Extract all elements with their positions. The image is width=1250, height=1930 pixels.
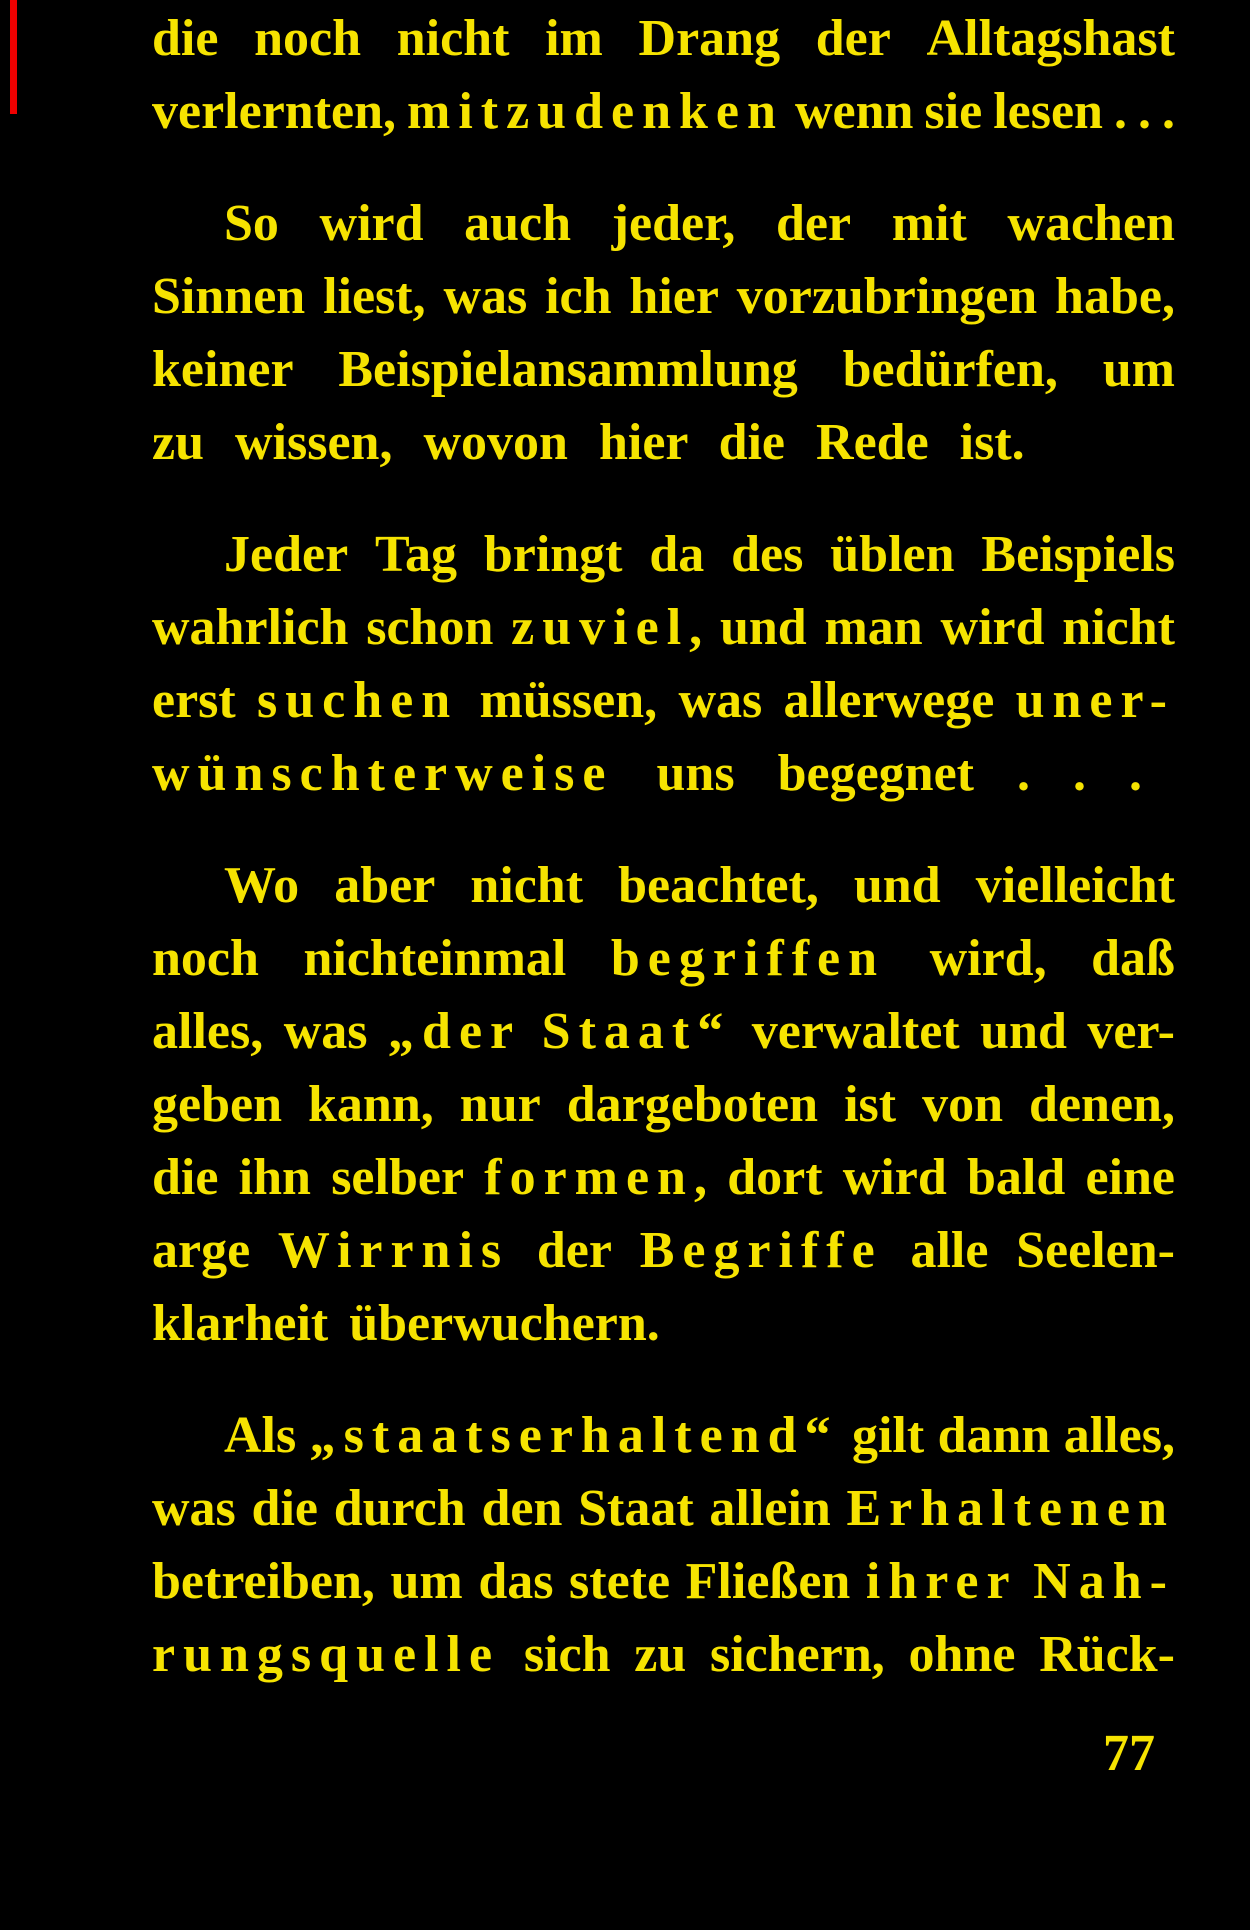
text-line: [152, 406, 1175, 479]
word: .: [1073, 745, 1086, 802]
word-group: [537, 1214, 612, 1287]
word: verlernten,: [152, 83, 397, 140]
word-group: [303, 922, 566, 995]
word: zu: [152, 414, 204, 471]
word: Als: [224, 1407, 297, 1464]
paragraph: [152, 187, 1175, 479]
word-group: [545, 2, 603, 75]
word-group: [152, 1141, 218, 1214]
word: ,: [693, 1149, 707, 1206]
word-group: [484, 518, 623, 591]
word-group: [967, 1141, 1065, 1214]
word: alle: [910, 1222, 989, 1279]
word-group: [152, 591, 348, 664]
word: von: [922, 1076, 1004, 1133]
word: was: [152, 1480, 236, 1537]
word-group: [1039, 1618, 1175, 1691]
word-group: [854, 849, 941, 922]
word: bringt: [483, 526, 623, 583]
word-group: [460, 1068, 541, 1141]
word: begriffen: [610, 930, 886, 987]
word-group: [443, 260, 527, 333]
word: bedürfen,: [842, 341, 1058, 398]
word-group: [710, 1618, 885, 1691]
word: wenn: [794, 83, 914, 140]
word: .: [1161, 83, 1175, 140]
page-number: 77: [1103, 1725, 1155, 1782]
word: mit: [891, 195, 967, 252]
word-group: [152, 75, 396, 148]
word-group: [464, 187, 571, 260]
word: nichteinmal: [303, 930, 567, 987]
word-group: [334, 1472, 466, 1545]
word-group: [224, 187, 279, 260]
word: Begriffe: [639, 1222, 883, 1279]
word: alles,: [152, 1003, 264, 1060]
word: selber: [331, 1149, 465, 1206]
word-group: [152, 1214, 250, 1287]
word-group: [278, 1214, 509, 1287]
word: die: [152, 10, 219, 67]
word: denen,: [1029, 1076, 1175, 1133]
word-group: [720, 591, 807, 664]
word-group: [284, 995, 368, 1068]
word: Staat“: [541, 1003, 732, 1060]
word-group: [224, 1399, 296, 1472]
word-group: [481, 1472, 562, 1545]
word: den: [481, 1480, 563, 1537]
word: betreiben,: [152, 1553, 375, 1610]
word-group: [846, 1472, 1174, 1545]
word: Drang: [638, 10, 781, 67]
word: wovon: [423, 414, 568, 471]
word-group: [308, 1068, 434, 1141]
word-group: [910, 1214, 988, 1287]
word: ver-: [1087, 1003, 1175, 1060]
word-group: [1055, 260, 1175, 333]
word: was: [443, 268, 528, 325]
word: suchen: [257, 672, 459, 729]
text-line: [152, 849, 1175, 922]
word: was: [283, 1003, 368, 1060]
word: im: [545, 10, 603, 67]
word-group: [1114, 75, 1127, 148]
word: vorzubringen: [736, 268, 1038, 325]
word-group: [892, 187, 967, 260]
text-line: [152, 2, 1175, 75]
word: Wo: [224, 857, 300, 914]
word-group: [686, 1545, 851, 1618]
word: allein: [709, 1480, 831, 1537]
word: allerwege: [783, 672, 995, 729]
word-group: [649, 518, 704, 591]
word: sichern,: [710, 1626, 885, 1683]
word: üblen: [830, 526, 955, 583]
word-group: [152, 260, 305, 333]
word: wünschterweise: [152, 745, 614, 802]
word-group: [816, 2, 891, 75]
word: zu: [634, 1626, 687, 1683]
word: aber: [334, 857, 436, 914]
word: Fließen: [685, 1553, 851, 1610]
word-group: [524, 1618, 611, 1691]
word-group: [152, 1618, 500, 1691]
word-group: [737, 260, 1037, 333]
word-group: [938, 1399, 1051, 1472]
word: jeder,: [611, 195, 736, 252]
paragraph: [152, 2, 1175, 148]
word: die: [251, 1480, 318, 1537]
word: ,: [689, 599, 703, 656]
word: überwuchern.: [349, 1295, 660, 1352]
word: noch: [152, 930, 259, 987]
word: So: [224, 195, 279, 252]
word-group: [976, 849, 1175, 922]
text-line: [152, 1141, 1175, 1214]
text-line: [152, 333, 1175, 406]
word-group: [1162, 75, 1175, 148]
word-group: [1087, 995, 1175, 1068]
word: zuviel: [511, 599, 690, 656]
word-group: [257, 664, 458, 737]
text-line: [152, 518, 1175, 591]
word-group: [731, 518, 803, 591]
word: wird,: [929, 930, 1047, 987]
word-group: [478, 1545, 553, 1618]
word: wachen: [1007, 195, 1175, 252]
word-group: [930, 922, 1047, 995]
word-group: [334, 849, 435, 922]
word-group: [634, 1618, 686, 1691]
word-group: [852, 1399, 924, 1472]
word: Seelen-: [1016, 1222, 1175, 1279]
word: Tag: [375, 526, 457, 583]
text-line: [152, 1287, 1175, 1360]
word: des: [731, 526, 804, 583]
word: gilt: [851, 1407, 925, 1464]
word: kann,: [308, 1076, 434, 1133]
text-line: [152, 1472, 1175, 1545]
word: daß: [1091, 930, 1175, 987]
word-group: [323, 260, 426, 333]
word: ihn: [238, 1149, 311, 1206]
word: die: [152, 1149, 219, 1206]
word: erst: [152, 672, 236, 729]
word-group: [152, 1545, 375, 1618]
word: wahrlich: [152, 599, 349, 656]
word-group: [639, 2, 781, 75]
text-line: [152, 1214, 1175, 1287]
word: Beispielansammlung: [338, 341, 798, 398]
word: da: [649, 526, 705, 583]
text-line: [152, 995, 1175, 1068]
word-group: [909, 1618, 1016, 1691]
word: stete: [569, 1553, 671, 1610]
word-group: [1138, 75, 1151, 148]
word-group: [511, 591, 702, 664]
text-line: [152, 187, 1175, 260]
word: und: [853, 857, 941, 914]
text-line: [152, 260, 1175, 333]
word: Rede: [816, 414, 929, 471]
word-group: [1085, 1141, 1175, 1214]
word-group: [152, 995, 263, 1068]
word: und: [719, 599, 807, 656]
word: um: [390, 1553, 463, 1610]
word-group: [922, 1068, 1003, 1141]
word: klarheit: [152, 1295, 329, 1352]
text-line: [152, 664, 1175, 737]
word-group: [1016, 664, 1175, 737]
word: nur: [459, 1076, 541, 1133]
word-group: [629, 260, 719, 333]
word: eine: [1085, 1149, 1175, 1206]
text-line: [152, 1068, 1175, 1141]
word-group: [981, 518, 1175, 591]
word: ich: [545, 268, 612, 325]
word-group: [678, 664, 762, 737]
word: noch: [254, 10, 362, 67]
page-text: [152, 2, 1175, 1691]
word: ist: [844, 1076, 897, 1133]
paragraph: [152, 518, 1175, 810]
word: Beispiels: [981, 526, 1175, 583]
word-group: [843, 1141, 947, 1214]
word-group: [397, 2, 510, 75]
word-group: [569, 1545, 670, 1618]
word: Erhaltenen: [846, 1480, 1175, 1537]
word: begegnet: [777, 745, 974, 802]
word: uner-: [1015, 672, 1175, 729]
word: rungsquelle: [152, 1626, 501, 1683]
word-group: [843, 333, 1058, 406]
word: um: [1102, 341, 1175, 398]
word: ist.: [959, 414, 1025, 471]
word-group: [980, 995, 1067, 1068]
word: hier: [598, 414, 688, 471]
word-group: [1007, 187, 1175, 260]
word: was: [678, 672, 763, 729]
word: der: [775, 195, 852, 252]
word: die: [718, 414, 786, 471]
word-group: [640, 1214, 883, 1287]
word-group: [366, 591, 493, 664]
word-group: [927, 2, 1175, 75]
word-group: [752, 995, 960, 1068]
word-group: [924, 75, 982, 148]
word-group: [567, 1068, 818, 1141]
word: Staat: [578, 1480, 694, 1537]
word: ihrer: [865, 1553, 1018, 1610]
word: beachtet,: [618, 857, 819, 914]
word: .: [1017, 745, 1030, 802]
word-group: [254, 2, 361, 75]
word-group: [479, 664, 657, 737]
word-group: [795, 75, 913, 148]
word: und: [980, 1003, 1067, 1060]
word: schon: [366, 599, 494, 656]
text-line: [152, 1399, 1175, 1472]
word-group: [152, 333, 294, 406]
text-line: [152, 591, 1175, 664]
word-group: [484, 1141, 707, 1214]
word-group: [331, 1141, 464, 1214]
word-group: [224, 518, 348, 591]
word: sich: [523, 1626, 611, 1683]
word-group: [824, 591, 922, 664]
word-group: [866, 1545, 1018, 1618]
word: .: [1113, 83, 1127, 140]
word-group: [388, 995, 521, 1068]
word: nicht: [396, 10, 510, 67]
word-group: [407, 75, 784, 148]
word-group: [310, 1399, 839, 1472]
word-group: [152, 1472, 236, 1545]
word: liest,: [323, 268, 426, 325]
word-group: [545, 260, 611, 333]
word: nicht: [470, 857, 584, 914]
word: müssen,: [479, 672, 658, 729]
word: mitzudenken: [407, 83, 784, 140]
word: Jeder: [224, 526, 349, 583]
word-group: [338, 333, 797, 406]
word: der: [815, 10, 891, 67]
word: sie: [924, 83, 983, 140]
word: Sinnen: [152, 268, 306, 325]
word: auch: [464, 195, 572, 252]
word: ohne: [908, 1626, 1016, 1683]
word: vielleicht: [975, 857, 1175, 914]
word-group: [1016, 1214, 1175, 1287]
word: „der: [388, 1003, 522, 1060]
word-group: [1064, 1399, 1175, 1472]
word: geben: [152, 1076, 282, 1133]
word-group: [152, 1068, 282, 1141]
word: dann: [937, 1407, 1051, 1464]
text-line: [152, 75, 1175, 148]
word: dort: [727, 1149, 823, 1206]
word-group: [1029, 1068, 1175, 1141]
word-group: [542, 995, 732, 1068]
word-group: [224, 849, 299, 922]
text-line: [152, 922, 1175, 995]
paragraph: [152, 849, 1175, 1360]
word: verwaltet: [751, 1003, 960, 1060]
word: wird: [940, 599, 1045, 656]
word-group: [993, 75, 1103, 148]
word-group: [252, 1472, 318, 1545]
word-group: [320, 187, 424, 260]
word: habe,: [1055, 268, 1175, 325]
word: formen: [484, 1149, 694, 1206]
word: wissen,: [235, 414, 393, 471]
word: .: [1137, 83, 1151, 140]
word-group: [152, 664, 236, 737]
word-group: [239, 1141, 311, 1214]
text-line: [152, 737, 1175, 810]
word: keiner: [152, 341, 294, 398]
word-group: [470, 849, 583, 922]
word-group: [152, 922, 259, 995]
word-group: [1091, 922, 1175, 995]
word-group: [784, 664, 995, 737]
word-group: [618, 849, 819, 922]
paragraph: [152, 1399, 1175, 1691]
word-group: [1033, 1545, 1175, 1618]
word: Rück-: [1039, 1626, 1175, 1683]
word: der: [536, 1222, 612, 1279]
word: Wirrnis: [277, 1222, 510, 1279]
text-line: [152, 1545, 1175, 1618]
word-group: [152, 2, 218, 75]
word: hier: [629, 268, 719, 325]
word-group: [578, 1472, 694, 1545]
word: wird: [842, 1149, 947, 1206]
red-margin-mark: [10, 0, 17, 114]
word-group: [390, 1545, 462, 1618]
word-group: [844, 1068, 896, 1141]
word-group: [727, 1141, 822, 1214]
word-group: [941, 591, 1045, 664]
word: uns: [656, 745, 735, 802]
word: das: [478, 1553, 554, 1610]
word-group: [612, 187, 736, 260]
word: man: [824, 599, 923, 656]
word: lesen: [993, 83, 1103, 140]
word: durch: [333, 1480, 466, 1537]
word: Alltagshast: [926, 10, 1175, 67]
word-group: [709, 1472, 830, 1545]
text-line: [152, 1618, 1175, 1691]
word: „staatserhaltend“: [309, 1407, 839, 1464]
word-group: [776, 187, 851, 260]
word-group: [611, 922, 885, 995]
word: arge: [152, 1222, 251, 1279]
word: nicht: [1062, 599, 1175, 656]
word-group: [1103, 333, 1175, 406]
word: alles,: [1063, 1407, 1175, 1464]
word-group: [830, 518, 954, 591]
word: Nah-: [1033, 1553, 1175, 1610]
word: bald: [966, 1149, 1066, 1206]
word-group: [375, 518, 457, 591]
word: wird: [319, 195, 424, 252]
word: dargeboten: [566, 1076, 819, 1133]
word: .: [1129, 745, 1142, 802]
word-group: [1062, 591, 1175, 664]
